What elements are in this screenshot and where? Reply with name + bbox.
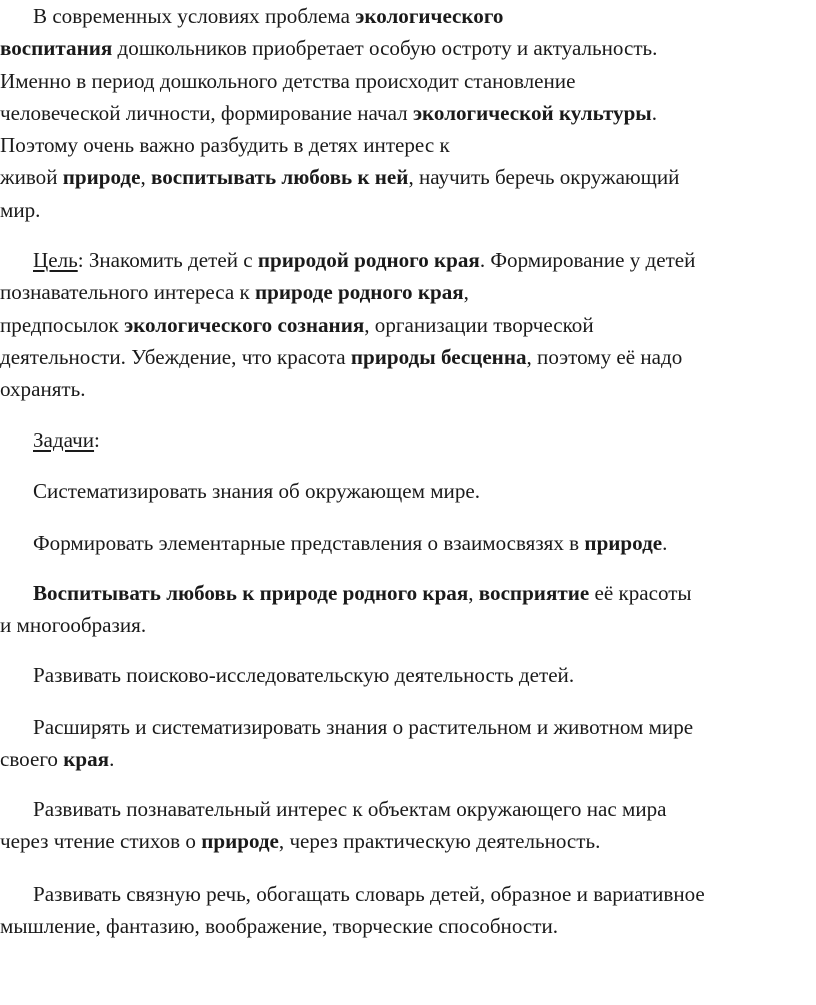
text-run: , [468, 581, 479, 605]
text-line [0, 341, 816, 373]
text-run: своего [0, 747, 64, 772]
task-item [0, 711, 816, 776]
text-run: предпосылок [0, 312, 125, 337]
task-item [0, 527, 816, 559]
bold-term: края [63, 747, 110, 772]
text-line [0, 793, 816, 825]
text-line [0, 910, 816, 942]
text-line [0, 194, 816, 226]
text-run: . [662, 531, 668, 555]
bold-term: природе [62, 165, 141, 190]
text-run: Именно в период дошкольного детства происходит становление [0, 68, 576, 93]
task-item [0, 659, 816, 691]
text-line [0, 244, 816, 276]
text-line [0, 475, 816, 507]
text-run: , [463, 280, 469, 305]
text-line [0, 32, 816, 64]
bold-term: природы бесценна [350, 344, 527, 369]
text-line [0, 577, 816, 609]
bold-term: воспитания [0, 36, 113, 61]
text-line [0, 711, 816, 743]
text-run: . [651, 100, 658, 125]
text-run: и многообразия. [0, 613, 147, 638]
text-line [0, 276, 816, 308]
text-run: , организации творческой [364, 312, 594, 337]
text-run: живой [0, 165, 63, 190]
text-line [0, 97, 816, 129]
bold-term: природе [201, 829, 279, 854]
text-run: дошкольников приобретает особую остроту и актуальность. [112, 36, 658, 61]
text-run: В современных условиях проблема [33, 4, 356, 28]
text-run: . [109, 747, 115, 772]
text-run: познавательного интереса к [0, 280, 256, 305]
text-run: деятельности. Убеждение, что красота [0, 344, 351, 369]
text-run: Расширять и систематизировать знания о растительном и животном мире [33, 715, 694, 739]
text-run: через чтение стихов о [0, 829, 202, 854]
text-run: , через практическую деятельность. [278, 829, 601, 854]
text-run: мышление, фантазию, воображение, творческие способности. [0, 914, 559, 939]
intro-paragraph [0, 0, 816, 226]
text-run: Развивать связную речь, обогащать словарь детей, образное и вариативное [33, 882, 705, 906]
bold-term: восприятие [478, 581, 590, 605]
task-item [0, 577, 816, 642]
text-run: . Формирование у детей [479, 248, 696, 272]
text-run: мир. [0, 197, 41, 222]
task-item [0, 793, 816, 858]
bold-term: Воспитывать любовь к природе родного края [33, 581, 469, 605]
goal-paragraph [0, 244, 816, 405]
bold-term: воспитывать любовь к ней [150, 165, 409, 190]
tasks-heading [0, 424, 816, 456]
text-run: , [140, 165, 151, 190]
bold-term: природе [584, 531, 663, 555]
text-run: человеческой личности, формирование начал [0, 100, 413, 125]
text-line [0, 659, 816, 691]
text-line [0, 129, 816, 161]
task-item [0, 475, 816, 507]
text-run: Поэтому очень важно разбудить в детях интерес к [0, 133, 450, 158]
bold-term: экологического сознания [124, 312, 365, 337]
task-item [0, 878, 816, 943]
text-line [0, 878, 816, 910]
text-run: , поэтому её надо [526, 344, 683, 369]
text-run: охранять. [0, 377, 86, 402]
text-run: Систематизировать знания об окружающем мире. [33, 479, 480, 503]
text-run: Развивать познавательный интерес к объектам окружающего нас мира [33, 797, 667, 821]
text-run: : [94, 428, 100, 452]
text-line [0, 527, 816, 559]
bold-term: экологического [355, 4, 504, 28]
text-run: Формировать элементарные представления о взаимосвязях в [33, 531, 585, 555]
bold-term: экологической культуры [412, 100, 652, 125]
text-line [0, 825, 816, 857]
text-line [0, 373, 816, 405]
text-line [0, 65, 816, 97]
text-line [0, 609, 816, 641]
text-line [0, 161, 816, 193]
bold-term: природе родного края [255, 280, 464, 305]
tasks-label: Задачи [33, 428, 95, 452]
text-run: Развивать поисково-исследовательскую деятельность детей. [33, 663, 575, 687]
text-line [0, 424, 816, 456]
goal-label: Цель [33, 248, 78, 272]
text-line [0, 743, 816, 775]
text-run: её красоты [589, 581, 692, 605]
text-line [0, 309, 816, 341]
text-run: , научить беречь окружающий [408, 165, 680, 190]
text-run: : Знакомить детей с [77, 248, 258, 272]
text-line [0, 0, 816, 32]
bold-term: природой родного края [257, 248, 480, 272]
